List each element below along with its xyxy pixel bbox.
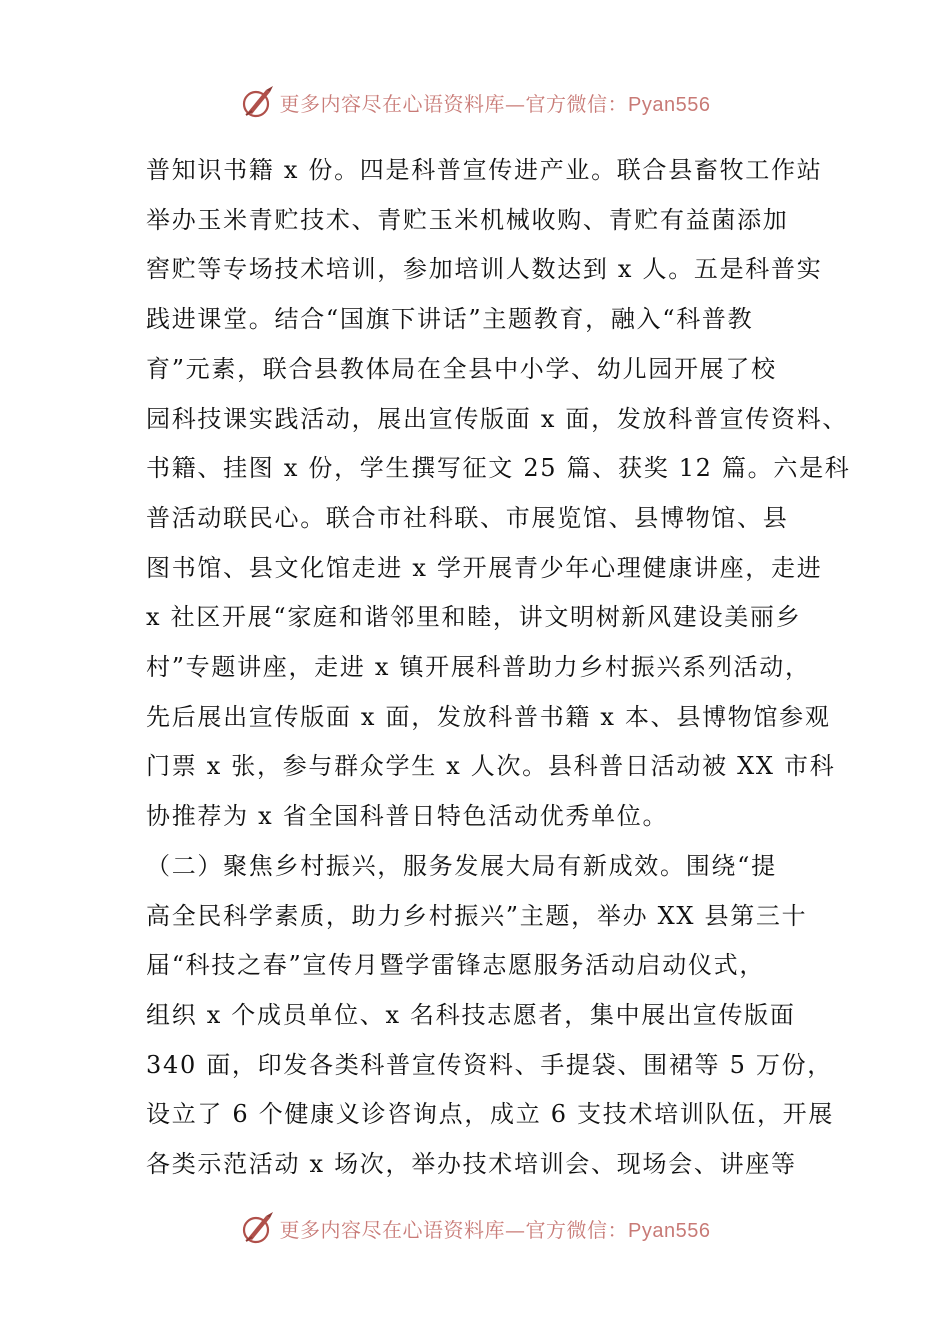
body-line: 园科技课实践活动，展出宣传版面 x 面，发放科普宣传资料、	[146, 404, 849, 433]
header-wechat-id: Pyan556	[628, 93, 711, 116]
body-line: x 社区开展“家庭和谐邻里和睦，讲文明树新风建设美丽乡	[146, 603, 802, 632]
body-line: 普活动联民心。联合市社科联、市展览馆、县博物馆、县	[146, 503, 789, 532]
quill-logo-icon	[240, 84, 276, 120]
body-line: 举办玉米青贮技术、青贮玉米机械收购、青贮有益菌添加	[146, 205, 789, 234]
quill-logo-icon	[240, 1210, 276, 1246]
body-line: 育”元素，联合县教体局在全县中小学、幼儿园开展了校	[146, 354, 777, 383]
body-line: 各类示范活动 x 场次，举办技术培训会、现场会、讲座等	[146, 1150, 797, 1179]
document-body	[146, 146, 851, 1190]
body-line: 书籍、挂图 x 份，学生撰写征文 25 篇、获奖 12 篇。六是科	[146, 454, 851, 483]
body-line: 普知识书籍 x 份。四是科普宣传进产业。联合县畜牧工作站	[146, 156, 823, 184]
body-line: 设立了 6 个健康义诊咨询点，成立 6 支技术培训队伍，开展	[146, 1100, 835, 1129]
body-line: 协推荐为 x 省全国科普日特色活动优秀单位。	[146, 802, 669, 831]
body-line: 组织 x 个成员单位、x 名科技志愿者，集中展出宣传版面	[146, 1000, 796, 1029]
body-line: 门票 x 张，参与群众学生 x 人次。县科普日活动被 XX 市科	[146, 752, 836, 781]
body-line: 高全民科学素质，助力乡村振兴”主题，举办 XX 县第三十	[146, 901, 808, 930]
body-line: 践进课堂。结合“国旗下讲话”主题教育，融入“科普教	[146, 305, 754, 334]
footer-watermark-banner	[0, 1206, 950, 1250]
body-line: 340 面，印发各类科普宣传资料、手提袋、围裙等 5 万份，	[146, 1050, 833, 1079]
footer-banner-text: 更多内容尽在心语资料库—官方微信：Pyan556	[279, 1217, 711, 1242]
header-banner-text: 更多内容尽在心语资料库—官方微信：Pyan556	[279, 91, 711, 116]
body-line: （二）聚焦乡村振兴，服务发展大局有新成效。围绕“提	[146, 851, 777, 880]
body-line: 图书馆、县文化馆走进 x 学开展青少年心理健康讲座，走进	[146, 553, 823, 582]
body-line: 届“科技之春”宣传月暨学雷锋志愿服务活动启动仪式，	[146, 951, 766, 980]
body-line: 窖贮等专场技术培训，参加培训人数达到 x 人。五是科普实	[146, 255, 823, 284]
body-line: 先后展出宣传版面 x 面，发放科普书籍 x 本、县博物馆参观	[146, 702, 831, 731]
body-line: 村”专题讲座，走进 x 镇开展科普助力乡村振兴系列活动，	[146, 653, 811, 682]
footer-wechat-id: Pyan556	[628, 1219, 711, 1242]
header-watermark-banner	[0, 80, 950, 124]
